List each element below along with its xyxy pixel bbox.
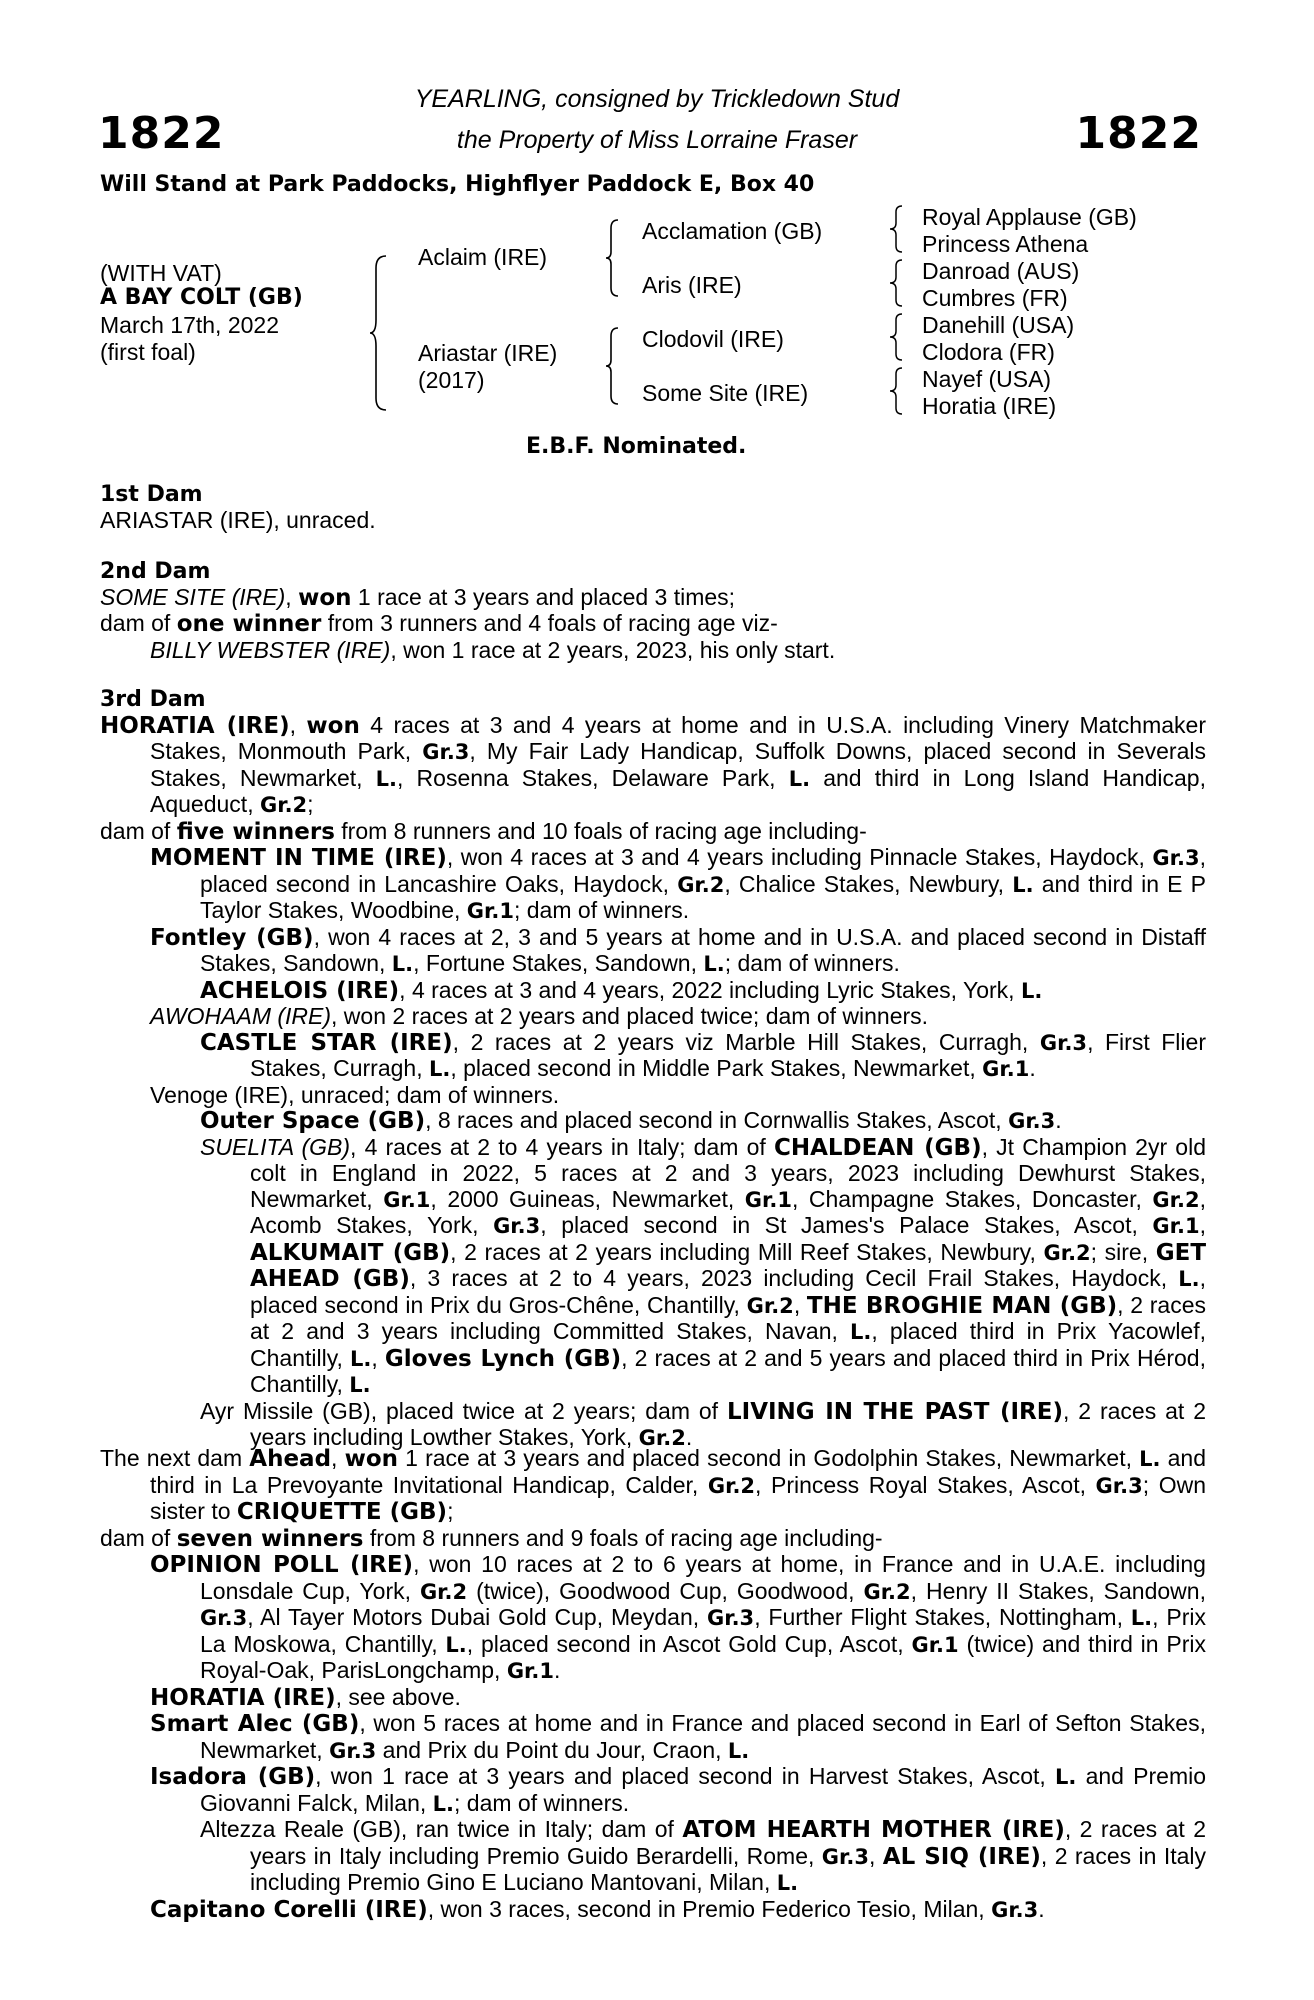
ebf-nominated: E.B.F. Nominated. xyxy=(526,434,747,459)
pedigree-ddd: Horatia (IRE) xyxy=(922,393,1057,419)
grade-label: L. xyxy=(375,766,398,791)
bold-text: HORATIA (IRE) xyxy=(100,712,290,739)
grade-label: Gr.1 xyxy=(911,1632,959,1657)
race-record-paragraph: Fontley (GB), won 4 races at 2, 3 and 5 years at home and in U.S.A. and placed second in Distaff Stakes, Sandown, L., Fortune Stakes, Sandown, L.; dam of winners. xyxy=(150,923,1206,976)
race-record-paragraph: ACHELOIS (IRE), 4 races at 3 and 4 years, 2022 including Lyric Stakes, York, L. xyxy=(200,976,1043,1004)
grade-label: Gr.2 xyxy=(863,1579,911,1604)
pedigree-dsd: Clodora (FR) xyxy=(922,339,1055,365)
bold-text: won xyxy=(298,584,352,611)
pedigree-dss: Danehill (USA) xyxy=(922,312,1075,338)
grade-label: Gr.1 xyxy=(1152,1214,1200,1238)
dam2-para: dam of one winner from 3 runners and 4 foals of racing age viz- xyxy=(100,610,778,637)
dam2-para: SOME SITE (IRE), won 1 race at 3 years and placed 3 times; xyxy=(100,583,736,611)
bold-text: MOMENT IN TIME (IRE) xyxy=(150,845,447,871)
race-record-paragraph: dam of seven winners from 8 runners and 9 foals of racing age including- xyxy=(100,1524,883,1552)
race-record-paragraph: Venoge (IRE), unraced; dam of winners. xyxy=(150,1081,560,1108)
section-3rd-dam xyxy=(100,687,1206,1452)
bold-text: LIVING IN THE PAST (IRE) xyxy=(726,1398,1063,1425)
bold-text: seven winners xyxy=(176,1525,364,1552)
grade-label: L. xyxy=(703,952,725,976)
race-record-paragraph: AWOHAAM (IRE), won 2 races at 2 years and placed twice; dam of winners. xyxy=(150,1003,929,1029)
bold-text: Ahead xyxy=(249,1446,332,1472)
race-record-paragraph: The next dam Ahead, won 1 race at 3 years and placed second in Godolphin Stakes, Newmarket, L. and third in La Prevoyante Invitational Handicap, Calder, Gr.2, Princess Royal Stakes, Ascot, Gr.3; Own sister to CRIQUETTE (GB); xyxy=(100,1445,1207,1525)
bold-text: five winners xyxy=(176,818,335,845)
grade-label: Gr.3 xyxy=(493,1214,541,1238)
bold-text: ATOM HEARTH MOTHER (IRE) xyxy=(682,1817,1065,1843)
heading-1st-dam: 1st Dam xyxy=(100,482,203,507)
race-record-paragraph: Altezza Reale (GB), ran twice in Italy; dam of ATOM HEARTH MOTHER (IRE), 2 races at 2 years in Italy including Premio Guido Berardelli, Rome, Gr.3, AL SIQ (IRE), 2 races in Italy including Premio Gino E Luciano Mantovani, Milan, L. xyxy=(200,1816,1206,1895)
race-record-paragraph: HORATIA (IRE), won 4 races at 3 and 4 years at home and in U.S.A. including Vinery Matchmaker Stakes, Monmouth Park, Gr.3, My Fair Lady Handicap, Suffolk Downs, placed second in Severals Stakes, Newmarket, L., Rosenna Stakes, Delaware Park, L. and third in Long Island Handicap, Aqueduct, Gr.2; xyxy=(100,711,1206,817)
pedigree-ssd: Princess Athena xyxy=(922,231,1089,257)
race-record-paragraph: Ayr Missile (GB), placed twice at 2 years; dam of LIVING IN THE PAST (IRE), 2 races at 2 years including Lowther Stakes, York, Gr.2. xyxy=(200,1397,1206,1450)
race-record-paragraph: MOMENT IN TIME (IRE), won 4 races at 3 and 4 years including Pinnacle Stakes, Haydock, Gr.3, placed second in Lancashire Oaks, Haydock, Gr.2, Chalice Stakes, Newbury, L. and third in E P Taylor Stakes, Woodbine, Gr.1; dam of winners. xyxy=(150,844,1207,923)
bold-text: THE BROGHIE MAN (GB) xyxy=(806,1292,1118,1319)
grade-label: Gr.3 xyxy=(991,1897,1039,1922)
italic-text: AWOHAAM (IRE) xyxy=(150,1003,332,1029)
brace-ss xyxy=(888,204,908,254)
property-line: the Property of Miss Lorraine Fraser xyxy=(456,126,858,154)
bold-text: Capitano Corelli (IRE) xyxy=(150,1896,428,1923)
grade-label: Gr.2 xyxy=(259,793,308,817)
grade-label: L. xyxy=(445,1632,467,1657)
grade-label: L. xyxy=(1020,978,1043,1003)
section-next-dam xyxy=(100,1446,1206,1923)
brace-main xyxy=(368,254,392,412)
race-record-paragraph: Capitano Corelli (IRE), won 3 races, second in Premio Federico Tesio, Milan, Gr.3. xyxy=(150,1895,1045,1923)
grade-label: L. xyxy=(1139,1447,1161,1471)
grade-label: Gr.2 xyxy=(677,872,725,897)
grade-label: Gr.3 xyxy=(329,1738,377,1763)
italic-text: SOME SITE (IRE) xyxy=(100,583,286,610)
grade-label: Gr.3 xyxy=(821,1844,869,1869)
horse-foal-note: (first foal) xyxy=(100,339,196,365)
pedigree-sdd: Cumbres (FR) xyxy=(922,285,1068,311)
italic-text: SUELITA (GB) xyxy=(200,1133,351,1160)
grade-label: Gr.3 xyxy=(1095,1473,1143,1498)
race-record-paragraph: Outer Space (GB), 8 races and placed second in Cornwallis Stakes, Ascot, Gr.3. xyxy=(200,1107,1062,1134)
race-record-paragraph: OPINION POLL (IRE), won 10 races at 2 to 6 years at home, in France and in U.A.E. including Lonsdale Cup, York, Gr.2 (twice), Goodwood Cup, Goodwood, Gr.2, Henry II Stakes, Sandown, Gr.3, Al Tayer Motors Dubai Gold Cup, Meydan, Gr.3, Further Flight Stakes, Nottingham, L., Prix La Moskowa, Chantilly, L., placed second in Ascot Gold Cup, Ascot, Gr.1 (twice) and third in Prix Royal-Oak, ParisLongchamp, Gr.1. xyxy=(150,1551,1206,1683)
grade-label: Gr.3 xyxy=(1152,846,1200,870)
pedigree-sds: Danroad (AUS) xyxy=(922,258,1080,284)
grade-label: L. xyxy=(1055,1765,1077,1789)
horse-dob: March 17th, 2022 xyxy=(100,312,280,338)
consignor-line: YEARLING, consigned by Trickledown Stud xyxy=(414,85,900,113)
grade-label: Gr.2 xyxy=(1043,1240,1091,1265)
grade-label: L. xyxy=(1130,1606,1153,1630)
text-1st-dam: ARIASTAR (IRE), unraced. xyxy=(100,506,376,533)
brace-ds xyxy=(888,312,908,362)
brace-dd xyxy=(888,366,908,416)
pedigree-sire-dam: Aris (IRE) xyxy=(642,272,742,298)
grade-label: Gr.2 xyxy=(1152,1187,1200,1212)
bold-text: one winner xyxy=(176,611,322,637)
race-record-paragraph: CASTLE STAR (IRE), 2 races at 2 years viz Marble Hill Stakes, Curragh, Gr.3, First Flier Stakes, Curragh, L., placed second in Middle Park Stakes, Newmarket, Gr.1. xyxy=(200,1028,1206,1081)
grade-label: Gr.2 xyxy=(707,1473,756,1498)
race-record-paragraph: Isadora (GB), won 1 race at 3 years and placed second in Harvest Stakes, Ascot, L. and Premio Giovanni Falck, Milan, L.; dam of winners. xyxy=(150,1763,1207,1816)
grade-label: Gr.2 xyxy=(419,1579,468,1604)
lot-number-right: 1822 xyxy=(1075,108,1202,159)
grade-label: Gr.2 xyxy=(746,1293,794,1318)
vat-note: (WITH VAT) xyxy=(100,260,222,286)
grade-label: Gr.3 xyxy=(200,1606,248,1630)
section-1st-dam xyxy=(100,482,1206,533)
grade-label: L. xyxy=(776,1871,799,1895)
grade-label: Gr.3 xyxy=(1039,1030,1088,1055)
bold-text: CRIQUETTE (GB) xyxy=(236,1499,448,1525)
section-2nd-dam xyxy=(100,559,1206,663)
grade-label: Gr.1 xyxy=(982,1057,1030,1081)
bold-text: AL SIQ (IRE) xyxy=(882,1843,1041,1870)
stand-location: Will Stand at Park Paddocks, Highflyer Paddock E, Box 40 xyxy=(100,172,815,197)
grade-label: L. xyxy=(1012,872,1034,897)
bold-text: ACHELOIS (IRE) xyxy=(200,977,400,1004)
pedigree-sire-sire: Acclamation (GB) xyxy=(642,218,823,244)
pedigree-dds: Nayef (USA) xyxy=(922,366,1052,392)
grade-label: L. xyxy=(727,1738,750,1763)
dam3-paragraphs xyxy=(100,713,1206,1452)
grade-label: L. xyxy=(428,1057,451,1081)
pedigree-dam: Ariastar (IRE) xyxy=(418,340,558,366)
bold-text: OPINION POLL (IRE) xyxy=(150,1552,414,1578)
heading-2nd-dam: 2nd Dam xyxy=(100,559,211,584)
next-dam-paragraphs xyxy=(100,1446,1206,1923)
bold-text: won xyxy=(306,712,360,739)
race-record-paragraph: SUELITA (GB), 4 races at 2 to 4 years in Italy; dam of CHALDEAN (GB), Jt Champion 2yr old colt in England in 2022, 5 races at 2 and 3 years, 2023 including Dewhurst Stakes, Newmarket, Gr.1, 2000 Guineas, Newmarket, Gr.1, Champagne Stakes, Doncaster, Gr.2, Acomb Stakes, York, Gr.3, placed second in St James's Palace Stakes, Ascot, Gr.1, ALKUMAIT (GB), 2 races at 2 years including Mill Reef Stakes, Newbury, Gr.2; sire, GET AHEAD (GB), 3 races at 2 to 4 years, 2023 including Cecil Frail Stakes, Haydock, L., placed second in Prix du Gros-Chêne, Chantilly, Gr.2, THE BROGHIE MAN (GB), 2 races at 2 and 3 years including Committed Stakes, Navan, L., placed third in Prix Yacowlef, Chantilly, L., Gloves Lynch (GB), 2 races at 2 and 5 years and placed third in Prix Hérod, Chantilly, L. xyxy=(200,1133,1207,1397)
grade-label: L. xyxy=(391,952,414,976)
pedigree-sire: Aclaim (IRE) xyxy=(418,244,548,270)
bold-text: CHALDEAN (GB) xyxy=(773,1134,982,1161)
pedigree-dam-sire: Clodovil (IRE) xyxy=(642,326,784,352)
grade-label: L. xyxy=(788,766,811,791)
bold-text: HORATIA (IRE) xyxy=(150,1684,336,1711)
race-record-paragraph: dam of five winners from 8 runners and 10 foals of racing age including- xyxy=(100,817,867,845)
brace-sd xyxy=(888,258,908,308)
grade-label: L. xyxy=(1178,1267,1200,1291)
bold-text: GET AHEAD (GB) xyxy=(250,1239,1207,1292)
brace-sire xyxy=(604,218,624,298)
grade-label: Gr.3 xyxy=(422,740,470,764)
bold-text: Gloves Lynch (GB) xyxy=(384,1345,622,1372)
grade-label: L. xyxy=(349,1373,371,1397)
grade-label: Gr.1 xyxy=(383,1187,431,1212)
bold-text: CASTLE STAR (IRE) xyxy=(200,1029,453,1056)
heading-3rd-dam: 3rd Dam xyxy=(100,687,206,712)
grade-label: L. xyxy=(350,1346,372,1371)
grade-label: Gr.3 xyxy=(706,1606,755,1630)
grade-label: Gr.1 xyxy=(466,899,514,923)
horse-name: A BAY COLT (GB) xyxy=(100,285,303,310)
bold-text: Isadora (GB) xyxy=(150,1764,316,1790)
grade-label: L. xyxy=(432,1791,454,1816)
pedigree-sss: Royal Applause (GB) xyxy=(922,204,1137,230)
race-record-paragraph: HORATIA (IRE), see above. xyxy=(150,1683,461,1711)
pedigree-dam-dam: Some Site (IRE) xyxy=(642,380,809,406)
grade-label: L. xyxy=(850,1320,872,1344)
lot-number-left: 1822 xyxy=(98,108,225,159)
pedigree-dam-year: (2017) xyxy=(418,367,485,393)
grade-label: Gr.3 xyxy=(1008,1109,1056,1133)
bold-text: won xyxy=(344,1446,399,1472)
bold-text: Fontley (GB) xyxy=(150,924,314,951)
race-record-paragraph: Smart Alec (GB), won 5 races at home and in France and placed second in Earl of Sefton Stakes, Newmarket, Gr.3 and Prix du Point du Jour, Craon, L. xyxy=(150,1710,1206,1763)
grade-label: Gr.2 xyxy=(638,1426,686,1450)
grade-label: Gr.1 xyxy=(506,1659,555,1683)
grade-label: Gr.1 xyxy=(744,1187,792,1212)
brace-dam xyxy=(604,326,624,406)
bold-text: Outer Space (GB) xyxy=(200,1108,426,1134)
dam2-para: BILLY WEBSTER (IRE), won 1 race at 2 years, 2023, his only start. xyxy=(150,636,836,663)
italic-text: BILLY WEBSTER (IRE) xyxy=(150,636,391,663)
bold-text: ALKUMAIT (GB) xyxy=(250,1239,451,1266)
bold-text: Smart Alec (GB) xyxy=(150,1711,360,1737)
